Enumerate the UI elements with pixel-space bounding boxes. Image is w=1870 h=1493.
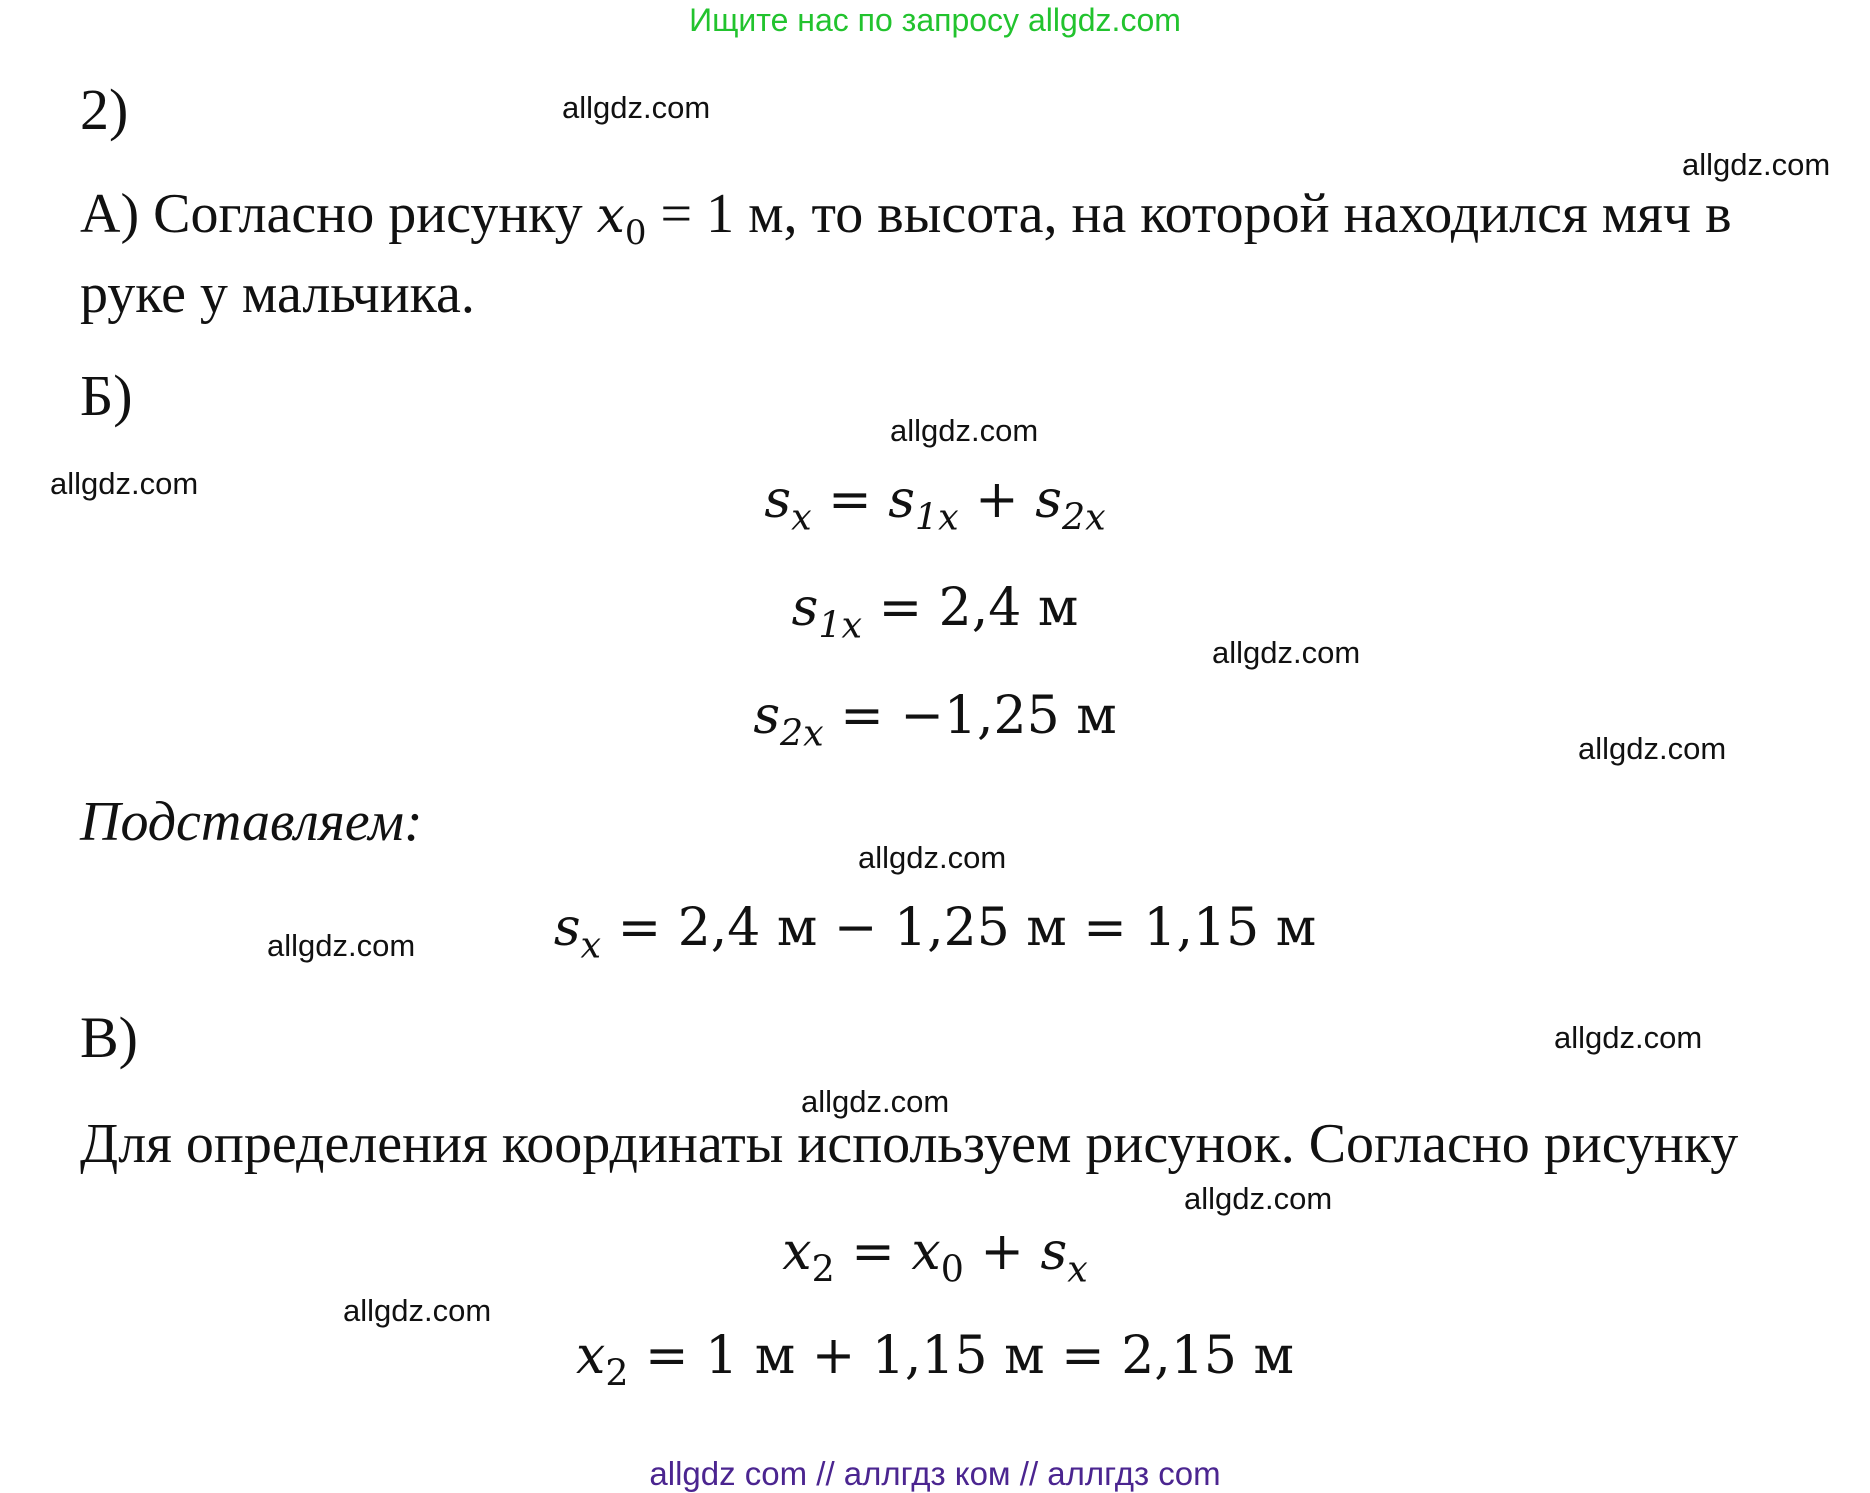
part-a-line2: руке у мальчика. — [80, 263, 475, 325]
watermark: allgdz.com — [858, 840, 1007, 875]
watermark: allgdz.com — [1212, 635, 1361, 670]
substitute-heading: Подставляем: — [80, 791, 423, 853]
formula-s2x: $s_{2x} = -1,25$ м — [753, 686, 1117, 755]
watermark: allgdz.com — [1578, 731, 1727, 766]
part-c-label: В) — [80, 1005, 138, 1070]
formula-sum-displacement: $s_x = s_{1x} + s_{2x}$ — [764, 470, 1106, 539]
formula-x2: $x_2 = x_0 + s_x$ — [782, 1222, 1088, 1291]
formula-x2-result: $x_2 = 1$ м + 1,15 м = 2,15 м — [576, 1326, 1294, 1395]
part-a-text-before: Согласно рисунку — [153, 183, 583, 245]
part-a-var: x — [596, 186, 625, 244]
footer-links[interactable]: allgdz com // аллгдз ком // аллгдз com — [649, 1455, 1221, 1492]
watermark: allgdz.com — [1554, 1020, 1703, 1055]
watermark: allgdz.com — [1184, 1181, 1333, 1216]
formula-sx-result: $s_x = 2,4$ м − 1,25 м = 1,15 м — [553, 898, 1317, 967]
part-b-label: Б) — [80, 363, 133, 428]
watermark: allgdz.com — [1682, 147, 1831, 182]
part-a-text-after: = 1 м, то высота, на которой находился мяч в — [660, 183, 1732, 245]
watermark: allgdz.com — [890, 413, 1039, 448]
watermark: allgdz.com — [50, 466, 199, 501]
part-c-text: Для определения координаты используем рисунок. Согласно рисунку — [80, 1113, 1739, 1175]
part-a-label: А) — [80, 183, 140, 245]
task-label: 2) — [80, 77, 129, 142]
watermark: allgdz.com — [343, 1293, 492, 1328]
watermark: allgdz.com — [562, 90, 711, 125]
part-a-sub: 0 — [624, 213, 647, 254]
watermark: allgdz.com — [801, 1084, 950, 1119]
formula-s1x: $s_{1x} = 2,4$ м — [791, 578, 1079, 647]
site-banner[interactable]: Ищите нас по запросу allgdz.com — [689, 2, 1181, 38]
part-a-line1 — [80, 182, 1732, 253]
watermark: allgdz.com — [267, 928, 416, 963]
